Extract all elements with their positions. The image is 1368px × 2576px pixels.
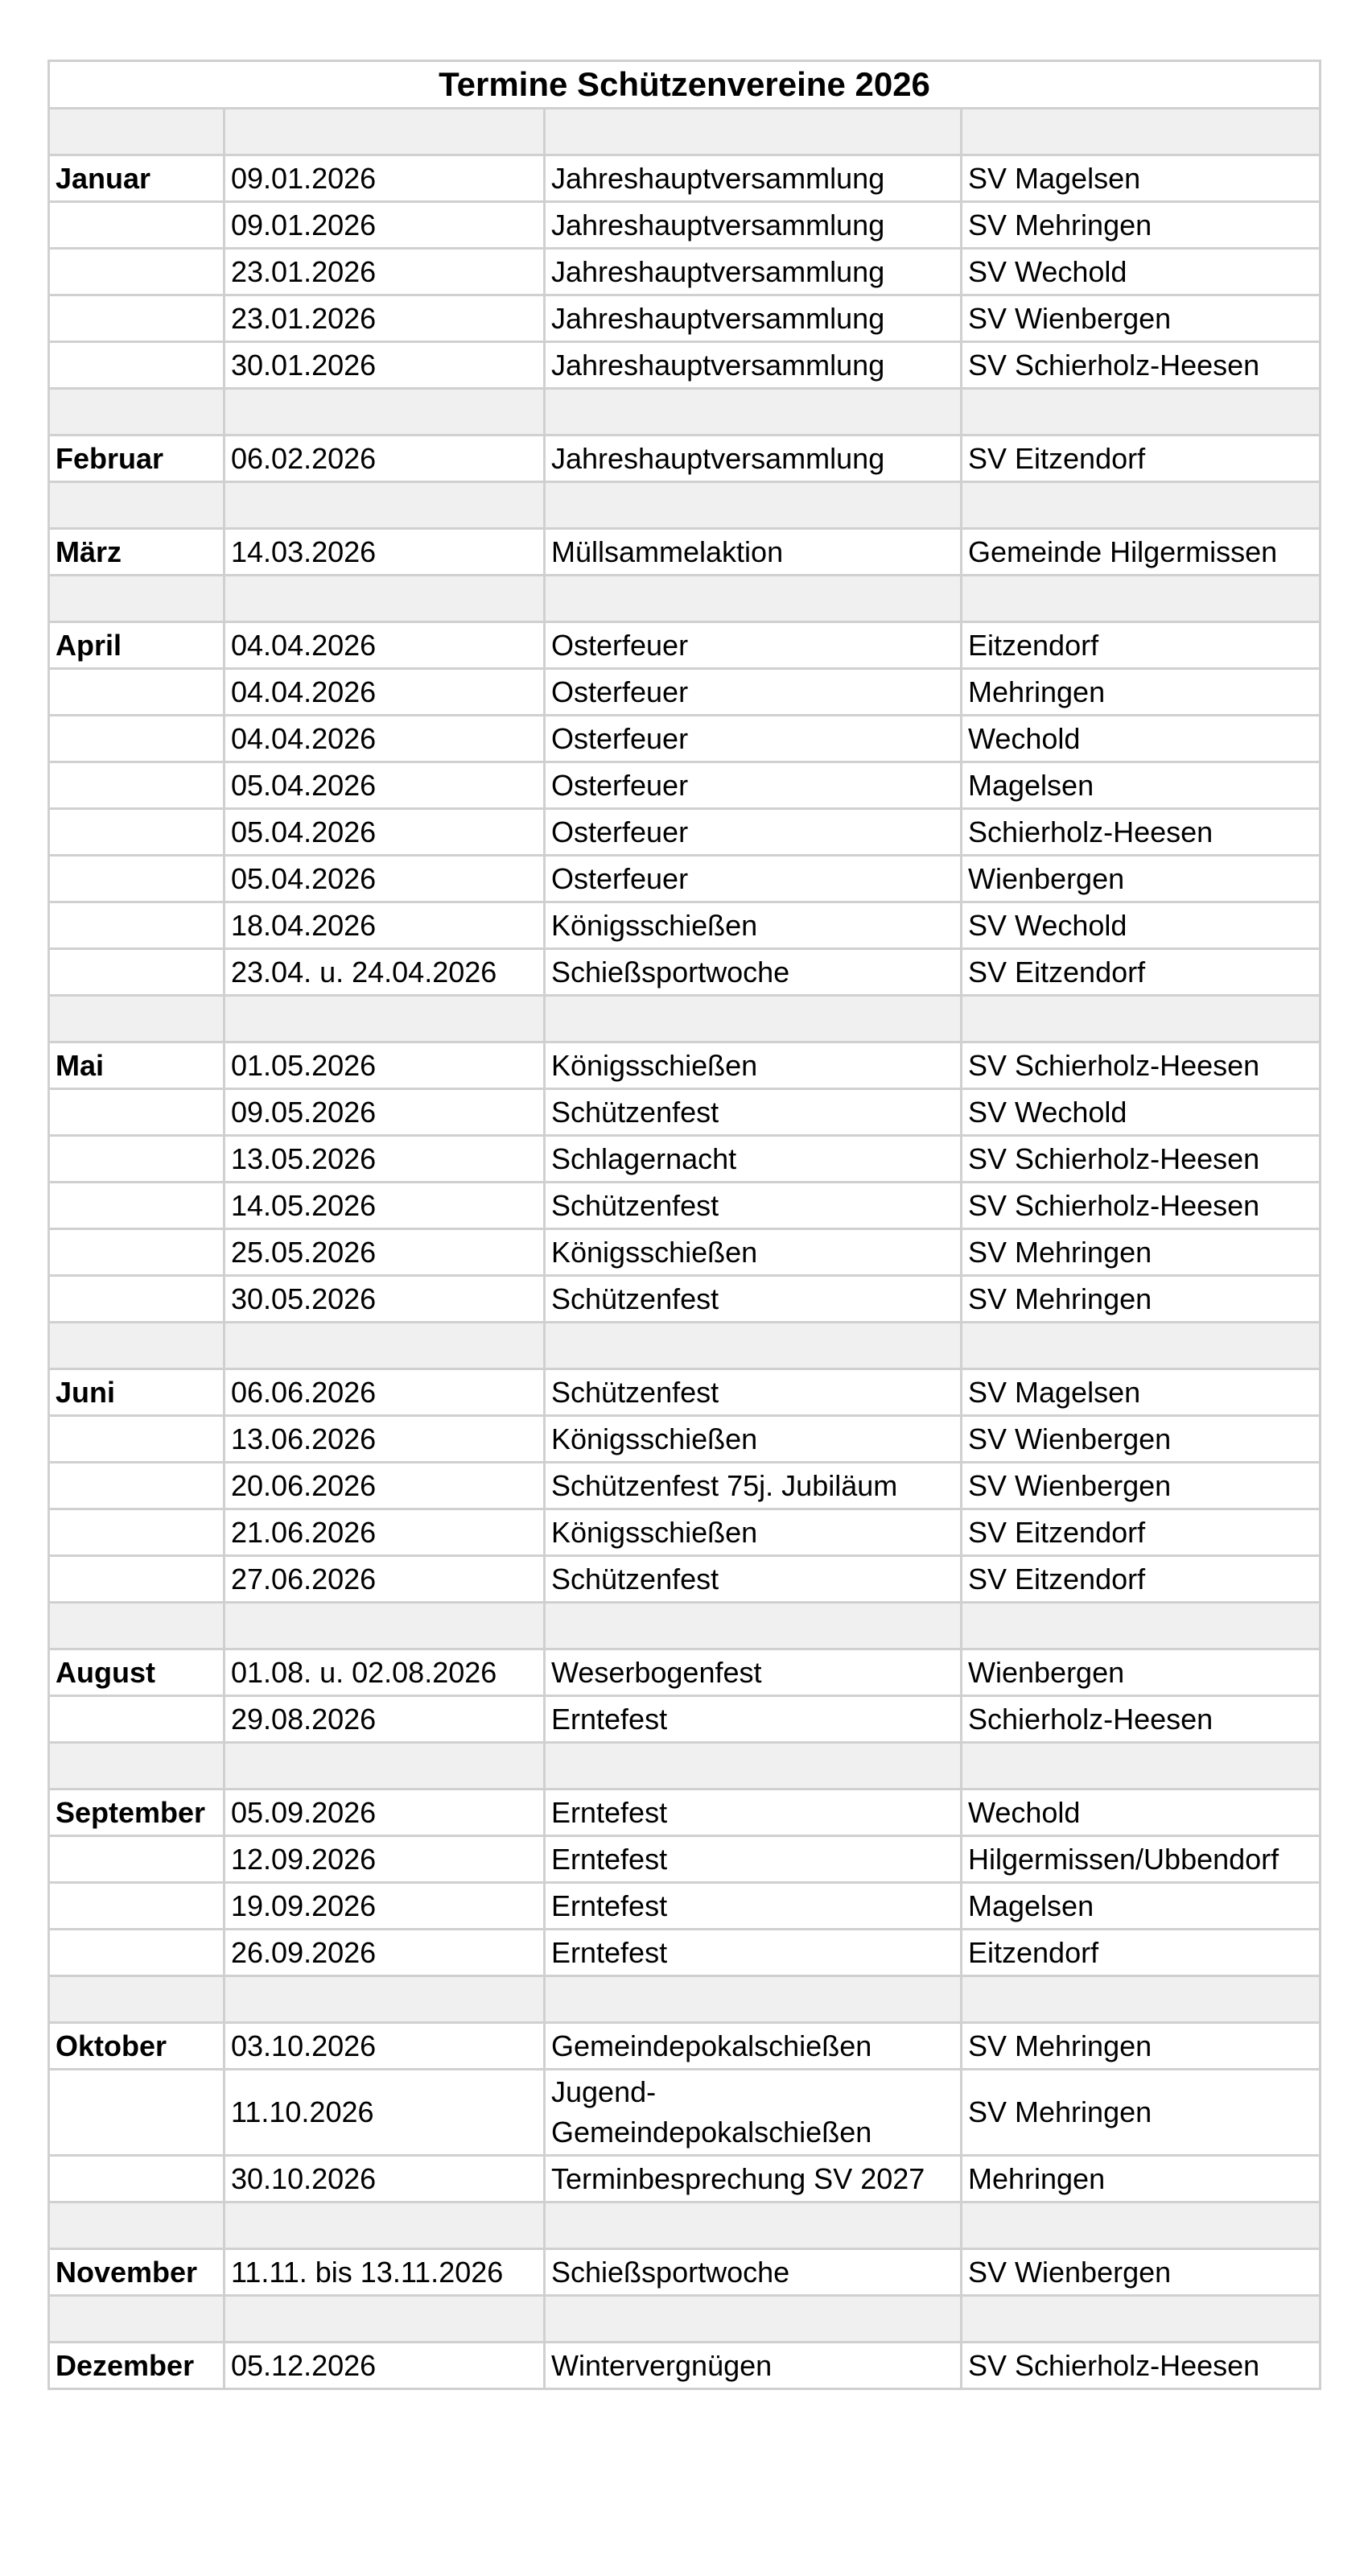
table-row [49,1836,1321,1883]
empty-cell [545,1603,962,1649]
organizer-cell: Wienbergen [962,1649,1321,1696]
organizer-cell: Mehringen [962,2156,1321,2202]
empty-cell [225,109,545,155]
event-cell: Jugend-Gemeindepokalschießen [545,2070,962,2156]
empty-cell [225,1603,545,1649]
empty-cell [962,482,1321,529]
month-cell [49,856,225,902]
month-cell [49,949,225,996]
date-cell: 26.09.2026 [225,1930,545,1976]
table-row [49,1369,1321,1416]
organizer-cell: Wechold [962,1790,1321,1836]
table-row [49,2156,1321,2202]
date-cell: 30.05.2026 [225,1276,545,1323]
organizer-cell: Schierholz-Heesen [962,809,1321,856]
date-cell: 04.04.2026 [225,716,545,762]
month-cell [49,1229,225,1276]
month-cell [49,1696,225,1743]
empty-cell [225,996,545,1042]
table-row [49,202,1321,249]
table-title: Termine Schützenvereine 2026 [49,61,1321,109]
event-cell: Jahreshauptversammlung [545,155,962,202]
date-cell: 09.01.2026 [225,155,545,202]
date-cell: 03.10.2026 [225,2023,545,2070]
organizer-cell: Eitzendorf [962,622,1321,669]
empty-cell [545,576,962,622]
empty-cell [545,2202,962,2249]
empty-cell [49,482,225,529]
organizer-cell: Schierholz-Heesen [962,1696,1321,1743]
title-row [49,61,1321,109]
separator-row [49,996,1321,1042]
organizer-cell: SV Mehringen [962,2023,1321,2070]
organizer-cell: SV Schierholz-Heesen [962,1136,1321,1183]
table-row [49,2343,1321,2389]
empty-cell [225,576,545,622]
event-cell: Erntefest [545,1696,962,1743]
event-cell: Schießsportwoche [545,949,962,996]
empty-cell [962,1603,1321,1649]
date-cell: 30.01.2026 [225,342,545,389]
event-cell: Gemeindepokalschießen [545,2023,962,2070]
event-cell: Erntefest [545,1836,962,1883]
event-cell: Müllsammelaktion [545,529,962,576]
table-row [49,1696,1321,1743]
month-cell: Februar [49,436,225,482]
month-cell [49,202,225,249]
event-cell: Wintervergnügen [545,2343,962,2389]
date-cell: 09.05.2026 [225,1089,545,1136]
date-cell: 21.06.2026 [225,1509,545,1556]
date-cell: 06.02.2026 [225,436,545,482]
empty-cell [49,2296,225,2343]
table-row [49,1276,1321,1323]
date-cell: 04.04.2026 [225,669,545,716]
empty-cell [545,2296,962,2343]
event-cell: Schützenfest [545,1183,962,1229]
empty-cell [49,109,225,155]
event-cell: Osterfeuer [545,762,962,809]
month-cell [49,1836,225,1883]
month-cell [49,1509,225,1556]
schedule-body [49,61,1321,2389]
empty-cell [49,996,225,1042]
table-row [49,295,1321,342]
event-cell: Königsschießen [545,1042,962,1089]
separator-row [49,389,1321,436]
month-cell [49,1416,225,1463]
event-cell: Erntefest [545,1930,962,1976]
table-row [49,436,1321,482]
date-cell: 05.04.2026 [225,762,545,809]
date-cell: 29.08.2026 [225,1696,545,1743]
empty-cell [545,1323,962,1369]
organizer-cell: SV Magelsen [962,1369,1321,1416]
event-cell: Schützenfest [545,1089,962,1136]
month-cell [49,2156,225,2202]
organizer-cell: SV Mehringen [962,1229,1321,1276]
organizer-cell: SV Wienbergen [962,1463,1321,1509]
date-cell: 23.01.2026 [225,295,545,342]
organizer-cell: Wechold [962,716,1321,762]
month-cell [49,249,225,295]
empty-cell [545,482,962,529]
organizer-cell: SV Eitzendorf [962,436,1321,482]
date-cell: 30.10.2026 [225,2156,545,2202]
empty-cell [49,576,225,622]
table-row [49,342,1321,389]
event-cell: Königsschießen [545,1229,962,1276]
separator-row [49,576,1321,622]
empty-cell [962,996,1321,1042]
empty-cell [545,1743,962,1790]
event-cell: Jahreshauptversammlung [545,202,962,249]
event-cell: Königsschießen [545,902,962,949]
empty-cell [225,482,545,529]
organizer-cell: Magelsen [962,1883,1321,1930]
table-row [49,1790,1321,1836]
event-cell: Erntefest [545,1790,962,1836]
table-row [49,669,1321,716]
organizer-cell: SV Wechold [962,1089,1321,1136]
empty-cell [962,2296,1321,2343]
event-cell: Schlagernacht [545,1136,962,1183]
event-cell: Schützenfest [545,1369,962,1416]
empty-cell [225,2202,545,2249]
date-cell: 14.05.2026 [225,1183,545,1229]
organizer-cell: SV Wienbergen [962,295,1321,342]
event-cell: Jahreshauptversammlung [545,436,962,482]
separator-row [49,1743,1321,1790]
empty-cell [225,2296,545,2343]
month-cell [49,762,225,809]
date-cell: 23.04. u. 24.04.2026 [225,949,545,996]
event-cell: Königsschießen [545,1416,962,1463]
event-cell: Jahreshauptversammlung [545,249,962,295]
table-row [49,249,1321,295]
separator-row [49,1603,1321,1649]
month-cell: September [49,1790,225,1836]
month-cell: August [49,1649,225,1696]
event-cell: Schützenfest 75j. Jubiläum [545,1463,962,1509]
empty-cell [225,389,545,436]
month-cell [49,1556,225,1603]
month-cell: Mai [49,1042,225,1089]
month-cell [49,809,225,856]
table-row [49,2070,1321,2156]
empty-cell [545,996,962,1042]
table-row [49,1229,1321,1276]
month-cell [49,1463,225,1509]
event-cell: Osterfeuer [545,622,962,669]
empty-cell [962,1976,1321,2023]
event-cell: Osterfeuer [545,809,962,856]
event-cell: Schießsportwoche [545,2249,962,2296]
empty-cell [962,1743,1321,1790]
date-cell: 18.04.2026 [225,902,545,949]
month-cell: März [49,529,225,576]
organizer-cell: Eitzendorf [962,1930,1321,1976]
table-row [49,2023,1321,2070]
empty-cell [49,1976,225,2023]
table-row [49,1883,1321,1930]
table-row [49,1183,1321,1229]
table-row [49,809,1321,856]
empty-cell [962,109,1321,155]
organizer-cell: SV Wechold [962,249,1321,295]
table-row [49,1509,1321,1556]
month-cell: Juni [49,1369,225,1416]
table-row [49,1463,1321,1509]
month-cell: Oktober [49,2023,225,2070]
month-cell [49,1930,225,1976]
event-cell: Schützenfest [545,1556,962,1603]
date-cell: 13.05.2026 [225,1136,545,1183]
organizer-cell: SV Eitzendorf [962,949,1321,996]
event-cell: Königsschießen [545,1509,962,1556]
table-row [49,902,1321,949]
date-cell: 11.10.2026 [225,2070,545,2156]
date-cell: 05.04.2026 [225,809,545,856]
organizer-cell: SV Mehringen [962,1276,1321,1323]
table-row [49,1556,1321,1603]
table-row [49,1042,1321,1089]
schedule-table [47,60,1321,2390]
empty-cell [49,1603,225,1649]
separator-row [49,1323,1321,1369]
month-cell [49,1883,225,1930]
empty-cell [962,576,1321,622]
event-cell: Jahreshauptversammlung [545,295,962,342]
empty-cell [225,1976,545,2023]
organizer-cell: Gemeinde Hilgermissen [962,529,1321,576]
date-cell: 27.06.2026 [225,1556,545,1603]
event-cell: Erntefest [545,1883,962,1930]
table-row [49,1089,1321,1136]
month-cell: April [49,622,225,669]
table-row [49,856,1321,902]
empty-cell [49,389,225,436]
organizer-cell: Magelsen [962,762,1321,809]
empty-cell [962,1323,1321,1369]
organizer-cell: SV Mehringen [962,202,1321,249]
separator-row [49,1976,1321,2023]
date-cell: 13.06.2026 [225,1416,545,1463]
empty-cell [545,109,962,155]
organizer-cell: Wienbergen [962,856,1321,902]
date-cell: 05.12.2026 [225,2343,545,2389]
date-cell: 23.01.2026 [225,249,545,295]
empty-cell [49,1323,225,1369]
organizer-cell: SV Schierholz-Heesen [962,1183,1321,1229]
organizer-cell: SV Schierholz-Heesen [962,2343,1321,2389]
organizer-cell: SV Schierholz-Heesen [962,342,1321,389]
organizer-cell: SV Schierholz-Heesen [962,1042,1321,1089]
table-row [49,529,1321,576]
empty-cell [49,1743,225,1790]
month-cell [49,1136,225,1183]
month-cell [49,1089,225,1136]
table-row [49,716,1321,762]
empty-cell [225,1323,545,1369]
date-cell: 20.06.2026 [225,1463,545,1509]
separator-row [49,109,1321,155]
date-cell: 19.09.2026 [225,1883,545,1930]
month-cell [49,669,225,716]
organizer-cell: Mehringen [962,669,1321,716]
empty-cell [545,1976,962,2023]
separator-row [49,2296,1321,2343]
table-row [49,1930,1321,1976]
organizer-cell: SV Wienbergen [962,2249,1321,2296]
month-cell [49,295,225,342]
month-cell [49,902,225,949]
event-cell: Schützenfest [545,1276,962,1323]
table-row [49,949,1321,996]
event-cell: Terminbesprechung SV 2027 [545,2156,962,2202]
empty-cell [225,1743,545,1790]
month-cell [49,1183,225,1229]
date-cell: 25.05.2026 [225,1229,545,1276]
month-cell [49,342,225,389]
separator-row [49,482,1321,529]
table-row [49,1136,1321,1183]
table-row [49,155,1321,202]
empty-cell [49,2202,225,2249]
event-cell: Osterfeuer [545,669,962,716]
event-cell: Jahreshauptversammlung [545,342,962,389]
separator-row [49,2202,1321,2249]
event-cell: Osterfeuer [545,716,962,762]
empty-cell [962,2202,1321,2249]
empty-cell [545,389,962,436]
table-row [49,622,1321,669]
month-cell [49,716,225,762]
table-row [49,1416,1321,1463]
month-cell: Dezember [49,2343,225,2389]
organizer-cell: SV Eitzendorf [962,1556,1321,1603]
event-cell: Osterfeuer [545,856,962,902]
date-cell: 05.09.2026 [225,1790,545,1836]
table-row [49,762,1321,809]
table-row [49,1649,1321,1696]
month-cell: November [49,2249,225,2296]
event-cell: Weserbogenfest [545,1649,962,1696]
date-cell: 04.04.2026 [225,622,545,669]
date-cell: 14.03.2026 [225,529,545,576]
date-cell: 01.08. u. 02.08.2026 [225,1649,545,1696]
date-cell: 01.05.2026 [225,1042,545,1089]
organizer-cell: SV Wechold [962,902,1321,949]
date-cell: 06.06.2026 [225,1369,545,1416]
organizer-cell: SV Mehringen [962,2070,1321,2156]
date-cell: 09.01.2026 [225,202,545,249]
organizer-cell: SV Eitzendorf [962,1509,1321,1556]
organizer-cell: SV Magelsen [962,155,1321,202]
date-cell: 11.11. bis 13.11.2026 [225,2249,545,2296]
organizer-cell: Hilgermissen/Ubbendorf [962,1836,1321,1883]
table-row [49,2249,1321,2296]
month-cell: Januar [49,155,225,202]
empty-cell [962,389,1321,436]
month-cell [49,2070,225,2156]
date-cell: 05.04.2026 [225,856,545,902]
date-cell: 12.09.2026 [225,1836,545,1883]
organizer-cell: SV Wienbergen [962,1416,1321,1463]
month-cell [49,1276,225,1323]
